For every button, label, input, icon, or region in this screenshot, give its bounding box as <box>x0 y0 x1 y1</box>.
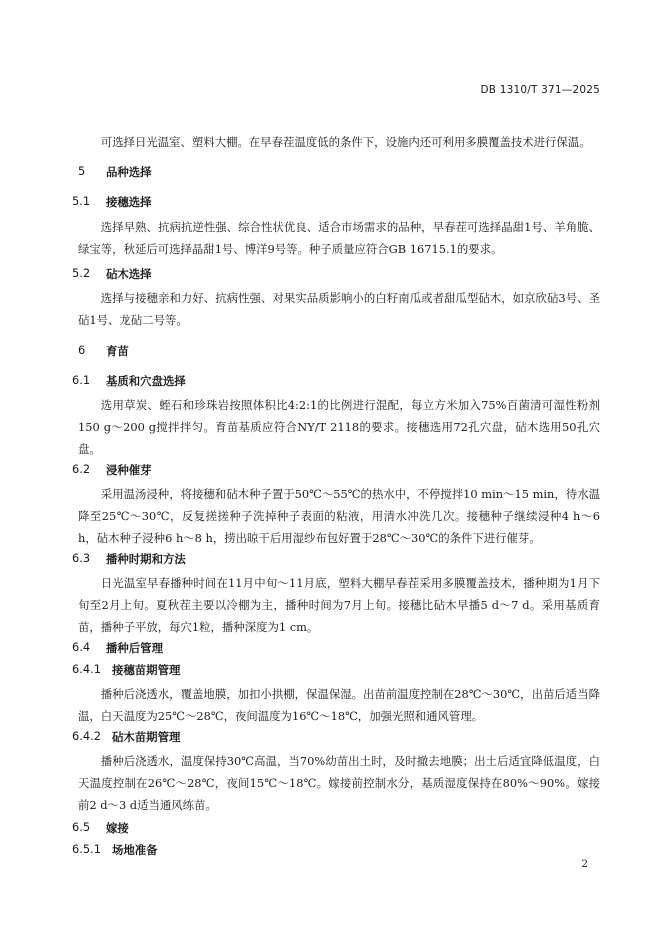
subsubsection-title: 场地准备 <box>112 843 158 857</box>
paragraph: 播种后浇透水，覆盖地膜，加扣小拱棚，保温保湿。出苗前温度控制在28℃～30℃，出苗后适当降温，白天温度为25℃～28℃，夜间温度为16℃～18℃，加强光照和通风管理。 <box>78 687 600 723</box>
paragraph: 日光温室早春播种时间在11月中旬～11月底，塑料大棚早春茬采用多膜覆盖技术，播种期为1月下旬至2月上旬。夏秋茬主要以冷棚为主，播种时间为7月上旬。接穗比砧木早播5 d～7 d。采用基质育苗，播种子平放，每穴1粒，播种深度为1 cm。 <box>78 576 600 634</box>
section-number: 6 <box>78 343 86 357</box>
subsection-heading <box>72 462 600 478</box>
subsection-number: 5.2 <box>72 266 91 280</box>
subsection-title: 嫁接 <box>106 821 129 835</box>
subsubsection-number: 6.5.1 <box>72 842 101 856</box>
subsection-number: 6.5 <box>72 820 91 834</box>
subsection-title: 砧木选择 <box>106 267 152 281</box>
subsection-title: 浸种催芽 <box>106 463 152 477</box>
subsection-number: 6.3 <box>72 551 91 565</box>
paragraph: 选用草炭、蛭石和珍珠岩按照体积比4:2:1的比例进行混配，每立方米加入75%百菌清可湿性粉剂150 g～200 g搅拌拌匀。育苗基质应符合NY/T 2118的要求。接穗选用72孔穴盘，砧木选用50孔穴盘。 <box>78 398 600 456</box>
subsection-number: 6.2 <box>72 462 91 476</box>
section-title: 育苗 <box>106 344 129 358</box>
paragraph: 选择与接穗亲和力好、抗病性强、对果实品质影响小的白籽南瓜或者甜瓜型砧木，如京欣砧3号、圣砧1号、龙砧二号等。 <box>78 291 600 327</box>
page-number: 2 <box>581 858 588 870</box>
subsection-title: 播种时期和方法 <box>106 552 186 566</box>
subsection-number: 6.1 <box>72 373 91 387</box>
subsubsection-title: 接穗苗期管理 <box>112 663 181 677</box>
subsection-title: 基质和穴盘选择 <box>106 374 186 388</box>
paragraph: 可选择日光温室、塑料大棚。在早春茬温度低的条件下，设施内还可利用多膜覆盖技术进行保温。 <box>100 135 591 149</box>
document-body <box>72 131 600 858</box>
subsection-title: 接穗选择 <box>106 195 152 209</box>
subsection-heading <box>72 551 600 567</box>
document-code: DB 1310/T 371—2025 <box>480 84 600 96</box>
section-number: 5 <box>78 164 86 178</box>
subsection-number: 5.1 <box>72 194 91 208</box>
subsection-heading <box>72 373 600 389</box>
subsection-title: 播种后管理 <box>106 641 163 655</box>
subsection-heading <box>72 266 600 282</box>
subsubsection-heading <box>72 662 600 678</box>
subsection-number: 6.4 <box>72 640 91 654</box>
paragraph: 采用温汤浸种，将接穗和砧木种子置于50℃～55℃的热水中，不停搅拌10 min～15 min，待水温降至25℃～30℃，反复搓搓种子洗掉种子表面的粘液，用清水冲洗几次。接穗种子继续浸种4 h～6 h，砧木种子浸种6 h～8 h，捞出晾干后用湿纱布包好置于28℃～30℃的条件下进行催芽。 <box>78 487 600 545</box>
subsection-heading <box>72 640 600 656</box>
section-title: 品种选择 <box>106 165 152 179</box>
subsubsection-title: 砧木苗期管理 <box>112 730 181 744</box>
paragraph: 选择早熟、抗病抗逆性强、综合性状优良、适合市场需求的品种，早春茬可选择晶甜1号、羊角脆、绿宝等，秋延后可选择晶甜1号、博洋9号等。种子质量应符合GB 16715.1的要求。 <box>78 220 600 256</box>
subsubsection-number: 6.4.1 <box>72 662 101 676</box>
subsubsection-heading <box>72 729 600 745</box>
section-heading <box>78 343 600 359</box>
subsubsection-number: 6.4.2 <box>72 729 101 743</box>
subsection-heading <box>72 194 600 210</box>
subsubsection-heading <box>72 842 600 858</box>
subsection-heading <box>72 820 600 836</box>
section-heading <box>78 164 600 180</box>
paragraph: 播种后浇透水，温度保持30℃高温，当70%幼苗出土时，及时撤去地膜；出土后适宜降低温度，白天温度控制在26℃～28℃，夜间15℃～18℃。嫁接前控制水分，基质湿度保持在80%～90%。嫁接前2 d～3 d适当通风练苗。 <box>78 754 600 812</box>
